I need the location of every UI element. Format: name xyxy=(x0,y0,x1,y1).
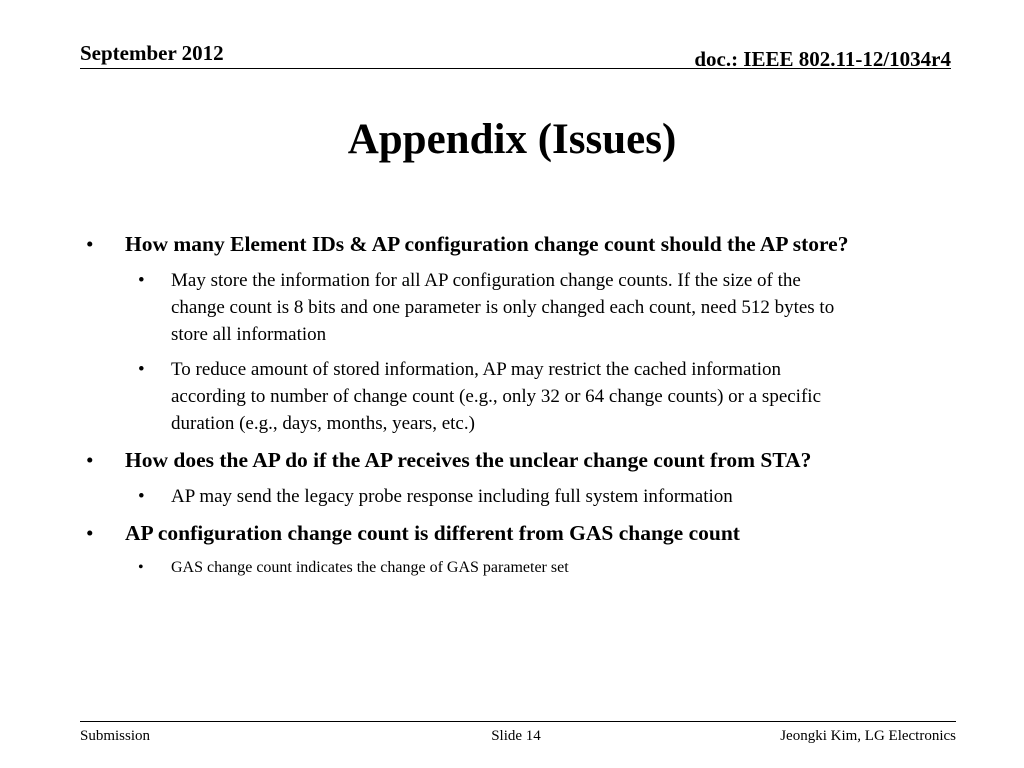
header-divider xyxy=(80,68,951,69)
sub-bullet-item xyxy=(80,483,851,510)
footer-submission: Submission xyxy=(80,728,151,744)
footer-slide-number: Slide 14 xyxy=(491,728,541,744)
sub-bullet-text: May store the information for all AP configuration change counts. If the size of the change count is 8 bits and one parameter is only changed each count, need 512 bytes to store all information xyxy=(171,270,835,345)
sub-bullet-text: AP may send the legacy probe response including full system information xyxy=(171,486,733,507)
footer-author: Jeongki Kim, LG Electronics xyxy=(780,728,956,744)
bullet-icon: • xyxy=(138,486,145,507)
bullet-item-unclear-count xyxy=(80,445,942,475)
slide-title: Appendix (Issues) xyxy=(347,116,677,163)
sub-bullet-item xyxy=(80,556,851,580)
sub-bullet-item xyxy=(80,356,851,437)
sub-bullet-text: To reduce amount of stored information, AP may restrict the cached information according to number of change count (e.g., only 32 or 64 change counts) or a specific duration (e.g., days, months, years, etc.) xyxy=(171,359,821,434)
bullet-icon: • xyxy=(138,270,145,291)
bullet-icon: • xyxy=(138,559,144,576)
bullet-text: How many Element IDs & AP configuration change count should the AP store? xyxy=(125,232,849,256)
slide-body xyxy=(80,229,942,588)
bullet-item-gas-count xyxy=(80,518,942,548)
bullet-icon: • xyxy=(86,232,94,256)
bullet-icon: • xyxy=(86,448,94,472)
bullet-icon: • xyxy=(138,359,145,380)
header-date: September 2012 xyxy=(80,41,224,65)
footer-divider xyxy=(80,721,956,722)
sub-bullet-text: GAS change count indicates the change of GAS parameter set xyxy=(171,559,569,576)
bullet-text: AP configuration change count is different from GAS change count xyxy=(125,521,740,545)
bullet-text: How does the AP do if the AP receives the unclear change count from STA? xyxy=(125,448,812,472)
sub-bullet-item xyxy=(80,267,851,348)
bullet-item-element-ids xyxy=(80,229,942,259)
bullet-icon: • xyxy=(86,521,94,545)
header-doc-id: doc.: IEEE 802.11-12/1034r4 xyxy=(694,47,951,71)
